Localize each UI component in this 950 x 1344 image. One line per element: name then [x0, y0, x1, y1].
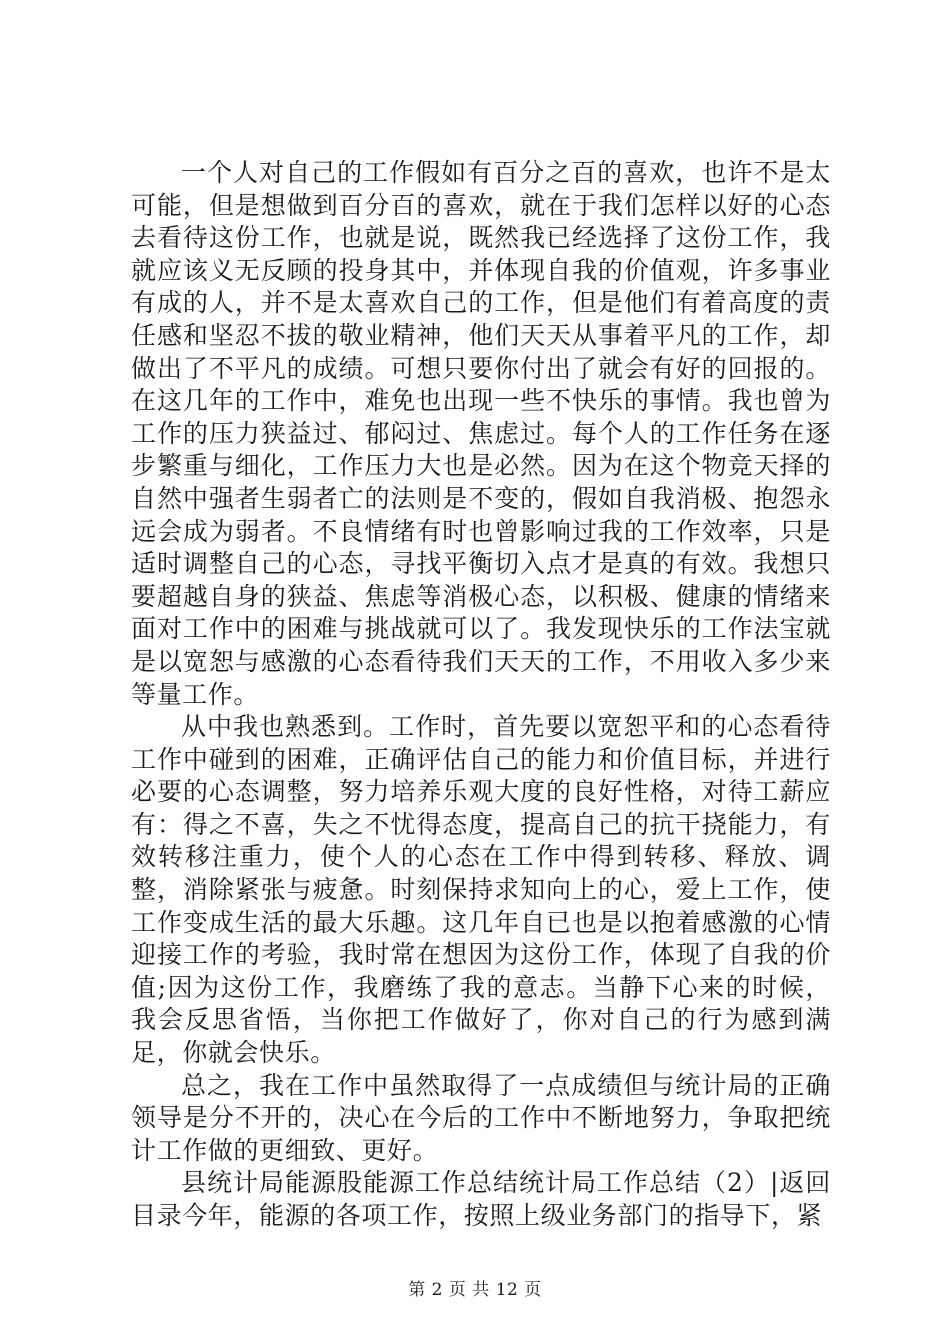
paragraph-1: 一个人对自己的工作假如有百分之百的喜欢，也许不是太可能，但是想做到百分百的喜欢，就在于我们怎样以好的心态去看待这份工作，也就是说，既然我已经选择了这份工作，我就应该义无反顾的投身其中，并体现自我的价值观，许多事业有成的人，并不是太喜欢自己的工作，但是他们有着高度的责任感和坚忍不拔的敬业精神，他们天天从事着平凡的工作，却做出了不平凡的成绩。可想只要你付出了就会有好的回报的。在这几年的工作中，难免也出现一些不快乐的事情。我也曾为工作的压力狭益过、郁闷过、焦虑过。每个人的工作任务在逐步繁重与细化，工作压力大也是必然。因为在这个物竞天择的自然中强者生弱者亡的法则是不变的，假如自我消极、抱怨永远会成为弱者。不良情绪有时也曾影响过我的工作效率，只是适时调整自己的心态，寻找平衡切入点才是真的有效。我想只要超越自身的狭益、焦虑等消极心态，以积极、健康的情绪来面对工作中的困难与挑战就可以了。我发现快乐的工作法宝就是以宽恕与感激的心态看待我们天天的工作，不用收入多少来等量工作。 — [131, 158, 831, 709]
paragraph-2: 从中我也熟悉到。工作时，首先要以宽恕平和的心态看待工作中碰到的困难，正确评估自己的能力和价值目标，并进行必要的心态调整，努力培养乐观大度的良好性格，对待工薪应有：得之不喜，失之不忧得态度，提高自己的抗干挠能力，有效转移注重力，使个人的心态在工作中得到转移、释放、调整，消除紧张与疲惫。时刻保持求知向上的心，爱上工作，使工作变成生活的最大乐趣。这几年自已也是以抱着感激的心情迎接工作的考验，我时常在想因为这份工作，体现了自我的价值;因为这份工作，我磨练了我的意志。当静下心来的时候，我会反思省悟，当你把工作做好了，你对自己的行为感到满足，你就会快乐。 — [131, 712, 831, 1068]
page-number-footer: 第 2 页 共 12 页 — [408, 1280, 542, 1300]
paragraph-3: 总之，我在工作中虽然取得了一点成绩但与统计局的正确领导是分不开的，决心在今后的工作中不断地努力，争取把统计工作做的更细致、更好。 — [131, 1070, 831, 1165]
document-body — [131, 157, 831, 1233]
paragraph-4: 县统计局能源股能源工作总结统计局工作总结（2）|返回目录今年，能源的各项工作，按照上级业务部门的指导下，紧 — [131, 1168, 831, 1230]
